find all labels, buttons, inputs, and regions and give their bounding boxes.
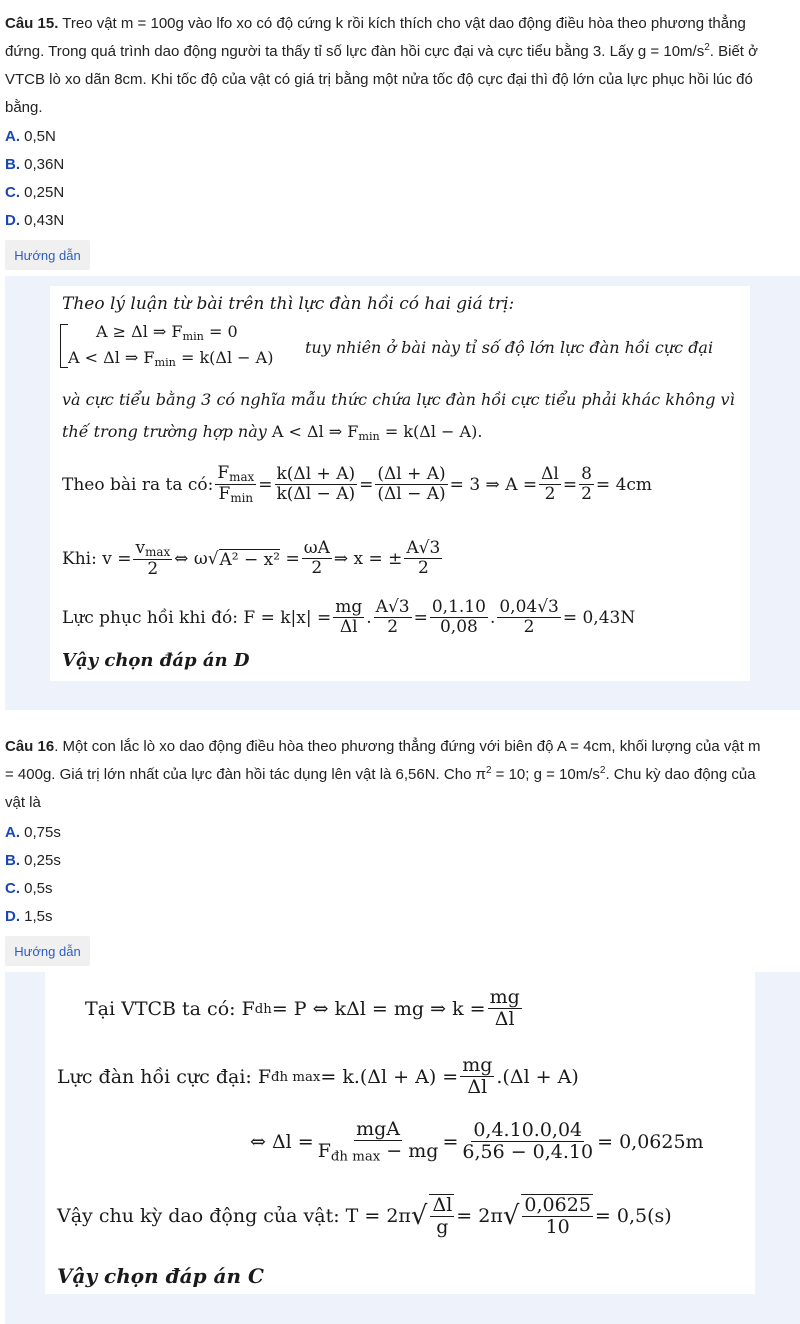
option-letter: C. [5, 184, 20, 201]
q15-option-c[interactable] [5, 183, 64, 203]
q16-sol-line-2 [57, 1048, 579, 1106]
denominator: 2 [147, 558, 159, 579]
fraction [215, 464, 256, 506]
fraction [302, 539, 332, 578]
option-text: 0,43N [20, 212, 65, 229]
numerator: Δl [541, 464, 559, 485]
math: = k(Δl − A) [175, 348, 274, 367]
q15-sol-case-2 [68, 348, 273, 369]
q16-line-2 [5, 761, 795, 789]
q15-sol-line-4 [62, 422, 482, 443]
denominator: Δl [494, 1008, 515, 1031]
math: ⇔ Δl = [250, 1131, 314, 1153]
math-sub: min [230, 491, 254, 506]
text: Theo bài ra ta có: [62, 475, 214, 495]
text: Lực phục hồi khi đó: F = k|x| = [62, 608, 332, 628]
fraction [429, 1194, 454, 1239]
option-text: 0,75s [20, 824, 61, 841]
q15-sol-line-6: Khi: v = $\frac{v_{max}}{2}$ ⇔ ω √ A² − x² = $\frac{\omega A}{2}$ ⇒ x = ± $\frac{A√3}{2}$ [62, 537, 441, 579]
option-text: 0,5s [20, 880, 53, 897]
option-text: 1,5s [20, 908, 53, 925]
option-letter: D. [5, 212, 20, 229]
fraction [521, 1194, 592, 1239]
fraction [488, 987, 522, 1031]
numerator: 8 [581, 464, 592, 485]
q15-guide-button[interactable]: Hướng dẫn [5, 240, 90, 270]
option-text: 0,25s [20, 852, 61, 869]
denominator: 2 [311, 558, 323, 579]
q16-sol-line-4: Vậy chu kỳ dao động của vật: T = 2π √ $\frac{\Delta l}{g}$ = 2π √ $\frac{0,0625}{10}$ = 0,5(s) [57, 1193, 672, 1238]
option-letter: A. [5, 128, 20, 145]
math-sub: đh max [330, 1149, 381, 1165]
q15-sol-case-1 [96, 322, 238, 343]
math-sub: dh [254, 1001, 272, 1017]
numerator: mg [462, 1054, 493, 1077]
text: Khi: v = [62, 549, 132, 569]
q16-text-l2b: = 10; g = 10m/s [491, 766, 600, 783]
option-text: 0,36N [20, 156, 65, 173]
math: F [317, 1140, 331, 1163]
denominator: 6,56 − 0,4.10 [462, 1141, 594, 1164]
denominator: 2 [417, 558, 429, 579]
denominator: (Δl − A) [377, 484, 446, 505]
math: − mg [380, 1140, 439, 1163]
denominator: Δl [339, 617, 358, 638]
numerator: 0,0625 [524, 1193, 591, 1216]
fraction [460, 1120, 595, 1164]
q16-solution-image [45, 972, 755, 1294]
q16-option-c[interactable] [5, 879, 53, 899]
q15-line-3: VTCB lò xo dãn 8cm. Khi tốc độ của vật có giá trị bằng một nửa tốc độ cực đại thì độ lớn của lực phục hồi lúc đó [5, 71, 753, 88]
q15-solution-image [50, 286, 750, 681]
q16-text-l1: . Một con lắc lò xo dao động điều hòa theo phương thẳng đứng với biên độ A = 4cm, khối lượng của vật m [54, 738, 761, 755]
denominator: k(Δl − A) [276, 484, 356, 505]
math: = k(Δl − A). [379, 422, 483, 441]
q15-text-l1: Treo vật m = 100g vào lfo xo có độ cứng k rồi kích thích cho vật dao động điều hòa theo phương thẳng [58, 15, 746, 32]
numerator: 0,04√3 [499, 597, 559, 618]
denominator: 2 [523, 617, 535, 638]
math: = 2π [456, 1205, 503, 1227]
denominator: 10 [545, 1215, 570, 1238]
q16-line-3: vật là [5, 794, 41, 811]
numerator: ωA [303, 538, 330, 559]
fraction [404, 539, 442, 578]
fraction [316, 1119, 441, 1164]
q16-guide-button[interactable]: Hướng dẫn [5, 936, 90, 966]
math: v [135, 537, 146, 558]
numerator: 0,1.10 [431, 597, 486, 618]
denominator: 2 [387, 617, 399, 638]
math-sub: min [358, 429, 380, 443]
q16-option-d[interactable] [5, 907, 53, 927]
math: = k.(Δl + A) = [320, 1066, 459, 1088]
numerator: mgA [356, 1118, 401, 1141]
math: = P ⇔ kΔl = mg ⇒ k = [271, 998, 486, 1020]
denominator: 2 [581, 484, 592, 505]
math: F [218, 484, 231, 505]
q16-option-b[interactable] [5, 851, 61, 871]
q15-option-d[interactable] [5, 211, 64, 231]
question-16-label: Câu 16 [5, 738, 55, 755]
denominator: 2 [544, 484, 556, 505]
q15-text-l2b: . Biết ở [709, 43, 758, 60]
numerator: Δl [432, 1193, 453, 1216]
q15-option-a[interactable] [5, 127, 56, 147]
math: = 0 [203, 322, 238, 341]
q16-line-1 [5, 733, 795, 761]
numerator: A√3 [406, 538, 441, 559]
option-text: 0,5N [20, 128, 56, 145]
fraction [460, 1055, 494, 1099]
text: thế trong trường hợp này [62, 422, 272, 441]
math: ⇒ x = ± [333, 549, 403, 569]
denominator: g [436, 1215, 449, 1238]
question-15-label: Câu 15. [5, 15, 59, 32]
math: ⇔ ω [174, 549, 208, 569]
fraction [133, 539, 172, 580]
question-16-text [5, 733, 795, 817]
option-letter: B. [5, 852, 20, 869]
q16-text-l2c: . Chu kỳ dao động của [605, 766, 756, 783]
q15-sol-line-5: Theo bài ra ta có: $\frac{F_{max}}{F_{min}}$ = $\frac{k(\Delta l + A)}{k(\Delta l - A)}$ = $\frac{(\Delta l + A)}{(\Delta l - A)}$ = 3 ⇒ A = $\frac{\Delta l}{2}$ = $\frac{8}{2}$ = 4cm [62, 463, 653, 506]
math: = 3 ⇒ A = [449, 475, 538, 495]
math-sub: max [229, 470, 255, 485]
option-letter: A. [5, 824, 20, 841]
fraction [430, 598, 488, 637]
q16-sol-line-1 [85, 980, 524, 1038]
math-sub: max [145, 544, 171, 559]
option-letter: B. [5, 156, 20, 173]
denominator: 0,08 [439, 617, 478, 638]
fraction [333, 598, 364, 637]
text: Vậy chu kỳ dao động của vật: T = 2π [57, 1205, 411, 1227]
q15-line-2 [5, 38, 795, 66]
math-sub: min [182, 329, 204, 343]
fraction [497, 598, 561, 637]
q16-sup-1: 2 [485, 765, 492, 776]
math: = 0,43N [562, 608, 636, 628]
math: .(Δl + A) [496, 1066, 579, 1088]
q15-sol-answer: Vậy chọn đáp án D [62, 650, 250, 671]
math-sub: đh max [271, 1069, 321, 1085]
math: A < Δl ⇒ F [68, 348, 155, 367]
fraction [539, 465, 561, 504]
q16-sup-2: 2 [599, 765, 606, 776]
numerator: k(Δl + A) [276, 464, 356, 485]
math: F [217, 463, 230, 484]
q15-sup: 2 [704, 42, 710, 53]
denominator: Δl [467, 1076, 488, 1099]
math: A ≥ Δl ⇒ F [96, 322, 183, 341]
q15-sol-line-7: Lực phục hồi khi đó: F = k|x| = $\frac{mg}{\Delta l}$ . $\frac{A√3}{2}$ = $\frac{0,1.10}{0,08}$ . $\frac{0,04√3}{2}$ = 0,43N [62, 597, 636, 638]
math: A < Δl ⇒ F [271, 422, 359, 441]
option-letter: D. [5, 908, 20, 925]
q16-sol-line-3: ⇔ Δl = $\frac{\text{mgA}}{F_{đh max} - mg}$ = $\frac{0,4.10.0,04}{6,56 - 0,4.10}$ = 0,0625m [250, 1118, 704, 1165]
q16-solution-panel [5, 972, 800, 1324]
numerator: mg [335, 597, 363, 618]
q15-option-b[interactable] [5, 155, 64, 175]
q16-text-l2a: = 400g. Giá trị lớn nhất của lực đàn hồi tác dụng lên vật là 6,56N. Cho π [5, 766, 486, 783]
math: = 0,5(s) [594, 1205, 672, 1227]
q15-text-l2a: đứng. Trong quá trình dao động người ta thấy tỉ số lực đàn hồi cực đại và cực tiểu bằng 3. Lấy g = 10m/s [5, 43, 705, 60]
math: = 4cm [595, 475, 653, 495]
option-text: 0,25N [20, 184, 65, 201]
q15-sol-case-note: tuy nhiên ở bài này tỉ số độ lớn lực đàn hồi cực đại [305, 338, 714, 357]
sqrt-content: A² − x² [219, 549, 281, 570]
fraction [579, 465, 594, 504]
numerator: A√3 [375, 597, 410, 618]
numerator: (Δl + A) [377, 464, 446, 485]
q15-solution-panel [5, 276, 800, 710]
math-sub: min [154, 355, 176, 369]
math: = 0,0625m [597, 1131, 704, 1153]
fraction [374, 598, 412, 637]
q15-sol-line-1: Theo lý luận từ bài trên thì lực đàn hồi có hai giá trị: [62, 294, 515, 314]
fraction [275, 465, 358, 504]
q15-cases-brace [60, 324, 68, 368]
option-letter: C. [5, 880, 20, 897]
text: Tại VTCB ta có: F [85, 998, 255, 1020]
question-15-text [5, 10, 795, 122]
q15-line-1 [5, 10, 795, 38]
q16-option-a[interactable] [5, 823, 61, 843]
q15-sol-line-3: và cực tiểu bằng 3 có nghĩa mẫu thức chứa lực đàn hồi cực tiểu phải khác không vì [62, 390, 735, 409]
q16-sol-answer: Vậy chọn đáp án C [57, 1264, 264, 1288]
numerator: 0,4.10.0,04 [473, 1119, 583, 1142]
fraction [375, 465, 447, 504]
q15-line-4: bằng. [5, 99, 43, 116]
text: Lực đàn hồi cực đại: F [57, 1066, 272, 1088]
numerator: mg [489, 986, 520, 1009]
